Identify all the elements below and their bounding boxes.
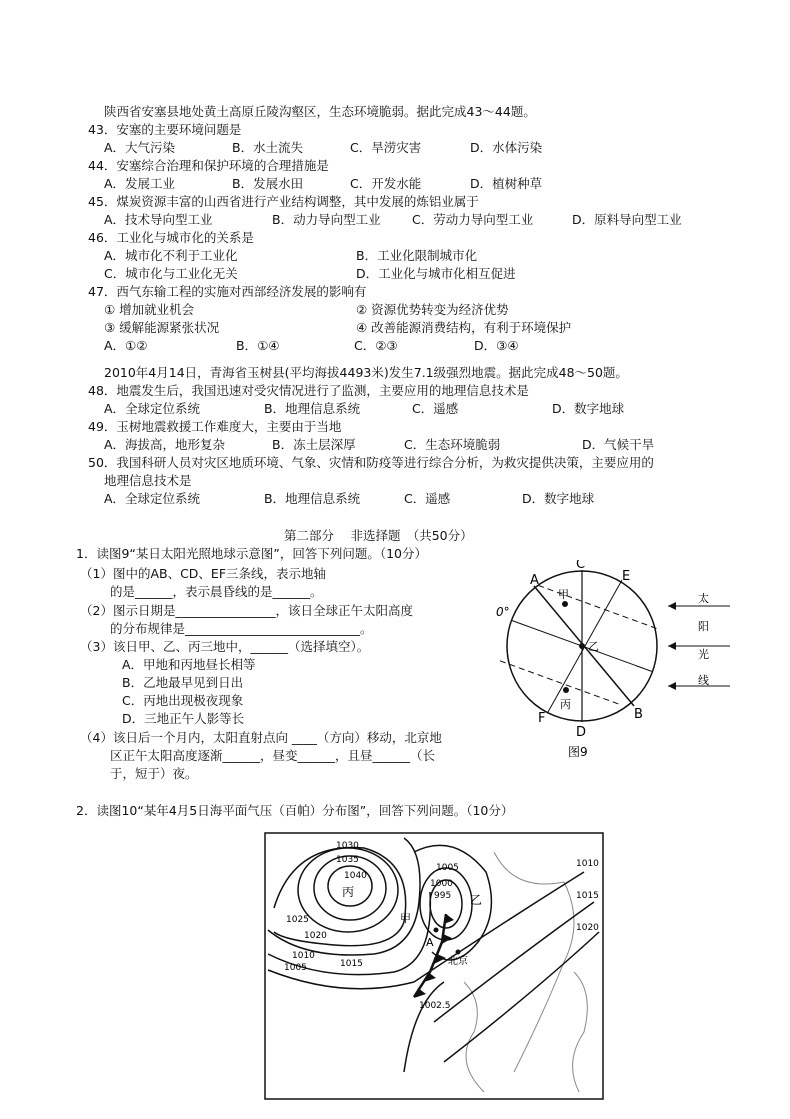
q45-option-a: A．技术导向型工业 — [104, 212, 213, 227]
q45-option-c: C．劳动力导向型工业 — [412, 212, 534, 227]
p1-s3-opt-b: B．乙地最早见到日出 — [122, 675, 244, 690]
q44-option-d: D．植树种草 — [470, 176, 543, 191]
q47-option-c: C．②③ — [354, 338, 398, 353]
q44-option-a: A．发展工业 — [104, 176, 176, 191]
q50-option-b: B．地理信息系统 — [264, 491, 361, 506]
isobar-1020-east: 1020 — [576, 923, 599, 933]
q50-option-c: C．遥感 — [404, 491, 451, 506]
q49-option-c: C．生态环境脆弱 — [404, 437, 501, 452]
p1-s1b: 的是______，表示晨昏线的是______。 — [110, 584, 323, 599]
fig9-sun-4: 线 — [698, 674, 709, 687]
q49-stem: 49．玉树地震救援工作难度大，主要由于当地 — [88, 419, 342, 434]
q45-option-d: D．原料导向型工业 — [572, 212, 682, 227]
q46-stem: 46．工业化与城市化的关系是 — [88, 230, 254, 245]
map-label-bing: 丙 — [342, 885, 355, 899]
q43-option-b: B．水土流失 — [232, 140, 304, 155]
isobar-1010: 1010 — [292, 951, 315, 961]
q44-option-b: B．发展水田 — [232, 176, 304, 191]
q46-option-d: D．工业化与城市化相互促进 — [356, 266, 516, 281]
q45-stem: 45．煤炭资源丰富的山西省进行产业结构调整，其中发展的炼铝业属于 — [88, 194, 479, 209]
isobar-1000: 1000 — [430, 879, 453, 889]
fig9-label-e: E — [622, 569, 631, 584]
q50-stem: 50．我国科研人员对灾区地质环境、气象、灾情和防疫等进行综合分析，为救灾提供决策，主要应用的 — [88, 455, 654, 470]
p1-s3-opt-c: C．丙地出现极夜现象 — [122, 693, 244, 708]
q49-option-b: B．冻土层深厚 — [272, 437, 356, 452]
p2-stem: 2．读图10“某年4月5日海平面气压（百帕）分布图”，回答下列问题。（10分） — [76, 803, 514, 818]
figure-10-pressure-map — [264, 832, 604, 1100]
q48-option-b: B．地理信息系统 — [264, 401, 361, 416]
isobar-1002-5: 1002.5 — [419, 1001, 451, 1011]
isobar-1040: 1040 — [344, 871, 367, 881]
q46-option-a: A．城市化不利于工业化 — [104, 248, 238, 263]
q48-option-d: D．数字地球 — [552, 401, 625, 416]
isobar-995: 995 — [434, 891, 452, 901]
fig9-label-a: A — [530, 573, 539, 588]
map-label-jia: 甲 — [400, 912, 411, 925]
q43-stem: 43．安塞的主要环境问题是 — [88, 122, 242, 137]
q49-option-d: D．气候干旱 — [582, 437, 655, 452]
isobar-1005: 1005 — [284, 963, 307, 973]
q46-option-c: C．城市化与工业化无关 — [104, 266, 238, 281]
q45-option-b: B．动力导向型工业 — [272, 212, 381, 227]
q48-stem: 48．地震发生后，我国迅速对受灾情况进行了监测，主要应用的地理信息技术是 — [88, 383, 529, 398]
isobar-1010-east: 1010 — [576, 859, 599, 869]
q43-option-c: C．旱涝灾害 — [350, 140, 422, 155]
isobar-1025: 1025 — [286, 915, 309, 925]
p1-s3: （3）该日甲、乙、丙三地中，______（选择填空）。 — [80, 639, 370, 654]
p1-s4b: 区正午太阳高度逐渐______，昼变______，且昼______（长 — [110, 748, 436, 763]
figure-9-sunlight-diagram — [490, 560, 750, 760]
map-label-yi: 乙 — [470, 893, 483, 907]
q44-stem: 44．安塞综合治理和保护环境的合理措施是 — [88, 158, 329, 173]
q43-option-d: D．水体污染 — [470, 140, 543, 155]
q43-option-a: A．大气污染 — [104, 140, 176, 155]
fig9-label-b: B — [634, 707, 643, 722]
q46-option-b: B．工业化限制城市化 — [356, 248, 478, 263]
q47-option-b: B．①④ — [236, 338, 280, 353]
q50-stem-cont: 地理信息技术是 — [104, 473, 192, 488]
p1-s3-opt-a: A．甲地和丙地昼长相等 — [122, 657, 256, 672]
q48-option-a: A．全球定位系统 — [104, 401, 201, 416]
isobar-1030: 1030 — [336, 841, 359, 851]
map-label-beijing: 北京 — [448, 956, 468, 967]
intro-48-50: 2010年4月14日，青海省玉树县(平均海拔4493米)发生7.1级强烈地震。据此完成48～50题。 — [104, 365, 628, 380]
q49-option-a: A．海拔高，地形复杂 — [104, 437, 226, 452]
fig9-label-zero: 0° — [496, 605, 510, 619]
q47-option-d: D．③④ — [474, 338, 519, 353]
q47-item-3: ③ 缓解能源紧张状况 — [104, 320, 220, 335]
fig9-caption: 图9 — [568, 745, 588, 759]
p1-s1a: （1）图中的AB、CD、EF三条线，表示地轴 — [80, 566, 327, 581]
map-label-a: A — [426, 936, 434, 949]
isobar-1035: 1035 — [336, 855, 359, 865]
p1-s3-opt-d: D．三地正午人影等长 — [122, 711, 245, 726]
fig9-label-d: D — [576, 725, 587, 740]
isobar-1020: 1020 — [304, 931, 327, 941]
q47-item-1: ① 增加就业机会 — [104, 302, 195, 317]
fig9-label-c: C — [576, 560, 586, 572]
fig9-label-f: F — [538, 711, 546, 726]
p1-s2a: （2）图示日期是________________，该日全球正午太阳高度 — [80, 603, 413, 618]
fig9-sun-3: 光 — [698, 648, 709, 661]
isobar-1015-east: 1015 — [576, 891, 599, 901]
q47-item-4: ④ 改善能源消费结构，有利于环境保护 — [356, 320, 572, 335]
q44-option-c: C．开发水能 — [350, 176, 422, 191]
fig9-label-yi: 乙 — [588, 640, 599, 653]
fig9-label-bing: 丙 — [560, 698, 571, 711]
isobar-1015: 1015 — [340, 959, 363, 969]
fig9-sun-1: 太 — [698, 592, 709, 605]
q47-stem: 47．西气东输工程的实施对西部经济发展的影响有 — [88, 284, 367, 299]
fig9-label-jia: 甲 — [558, 588, 569, 601]
q50-option-a: A．全球定位系统 — [104, 491, 201, 506]
q47-item-2: ② 资源优势转变为经济优势 — [356, 302, 509, 317]
p1-s4a: （4）该日后一个月内，太阳直射点向 ____（方向）移动，北京地 — [80, 730, 442, 745]
fig9-sun-2: 阳 — [698, 620, 709, 633]
isobar-1005-east: 1005 — [436, 863, 459, 873]
part2-heading: 第二部分 非选择题 （共50分） — [284, 528, 473, 543]
p1-s2b: 的分布规律是____________________________。 — [110, 621, 373, 636]
q50-option-d: D．数字地球 — [522, 491, 595, 506]
p1-stem: 1．读图9“某日太阳光照地球示意图”，回答下列问题。（10分） — [76, 546, 428, 561]
q48-option-c: C．遥感 — [412, 401, 459, 416]
intro-43-44: 陕西省安塞县地处黄土高原丘陵沟壑区，生态环境脆弱。据此完成43～44题。 — [104, 104, 536, 119]
p1-s4c: 于，短于）夜。 — [110, 766, 198, 781]
q47-option-a: A．①② — [104, 338, 148, 353]
